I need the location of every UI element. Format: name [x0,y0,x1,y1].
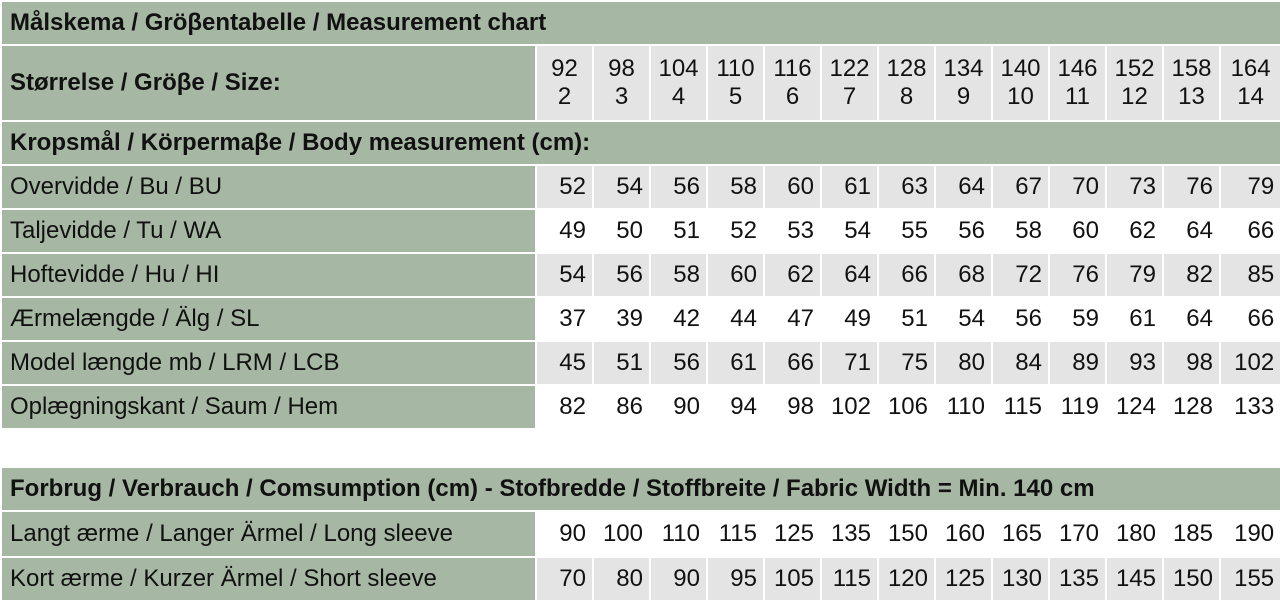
value-cell: 70 [1049,165,1106,209]
value-cell: 115 [821,557,878,601]
value-cell: 45 [536,341,593,385]
value-cell: 51 [650,209,707,253]
consumption-heading: Forbrug / Verbrauch / Comsumption (cm) - Stofbredde / Stoffbreite / Fabric Width = Min. 140 cm [1,467,1280,511]
value-cell: 125 [935,557,992,601]
value-cell: 64 [1163,209,1220,253]
value-cell: 56 [650,341,707,385]
value-cell: 150 [878,511,935,557]
value-cell: 61 [707,341,764,385]
size-cell: 122 7 [821,45,878,121]
table-row [1,557,1280,601]
value-cell: 115 [707,511,764,557]
value-cell: 90 [536,511,593,557]
value-cell: 54 [935,297,992,341]
value-cell: 56 [992,297,1049,341]
value-cell: 89 [1049,341,1106,385]
table-row [1,511,1280,557]
value-cell: 39 [593,297,650,341]
value-cell: 60 [707,253,764,297]
value-cell: 66 [878,253,935,297]
value-cell: 59 [1049,297,1106,341]
value-cell: 79 [1106,253,1163,297]
table-row [1,165,1280,209]
value-cell: 54 [821,209,878,253]
value-cell: 133 [1220,385,1280,429]
value-cell: 79 [1220,165,1280,209]
value-cell: 47 [764,297,821,341]
value-cell: 102 [821,385,878,429]
row-label: Ærmelængde / Älg / SL [1,297,536,341]
row-label: Taljevidde / Tu / WA [1,209,536,253]
row-label: Overvidde / Bu / BU [1,165,536,209]
value-cell: 85 [1220,253,1280,297]
value-cell: 62 [1106,209,1163,253]
value-cell: 58 [707,165,764,209]
value-cell: 64 [935,165,992,209]
value-cell: 86 [593,385,650,429]
table-row [1,341,1280,385]
size-cell: 98 3 [593,45,650,121]
value-cell: 52 [536,165,593,209]
size-cell: 104 4 [650,45,707,121]
value-cell: 54 [593,165,650,209]
value-cell: 51 [878,297,935,341]
value-cell: 82 [536,385,593,429]
size-cell: 134 9 [935,45,992,121]
value-cell: 64 [1163,297,1220,341]
value-cell: 70 [536,557,593,601]
value-cell: 100 [593,511,650,557]
value-cell: 49 [536,209,593,253]
value-cell: 58 [650,253,707,297]
value-cell: 61 [821,165,878,209]
value-cell: 106 [878,385,935,429]
value-cell: 105 [764,557,821,601]
value-cell: 53 [764,209,821,253]
table-row [1,297,1280,341]
value-cell: 68 [935,253,992,297]
row-label: Oplægningskant / Saum / Hem [1,385,536,429]
size-cell: 110 5 [707,45,764,121]
value-cell: 119 [1049,385,1106,429]
table-row [1,253,1280,297]
value-cell: 130 [992,557,1049,601]
value-cell: 80 [593,557,650,601]
value-cell: 94 [707,385,764,429]
size-cell: 128 8 [878,45,935,121]
value-cell: 73 [1106,165,1163,209]
value-cell: 170 [1049,511,1106,557]
value-cell: 52 [707,209,764,253]
value-cell: 145 [1106,557,1163,601]
value-cell: 115 [992,385,1049,429]
value-cell: 110 [650,511,707,557]
row-label: Kort ærme / Kurzer Ärmel / Short sleeve [1,557,536,601]
value-cell: 44 [707,297,764,341]
value-cell: 185 [1163,511,1220,557]
value-cell: 102 [1220,341,1280,385]
value-cell: 51 [593,341,650,385]
value-cell: 120 [878,557,935,601]
value-cell: 72 [992,253,1049,297]
value-cell: 61 [1106,297,1163,341]
value-cell: 71 [821,341,878,385]
table-row [1,209,1280,253]
value-cell: 90 [650,385,707,429]
row-label: Hoftevidde / Hu / HI [1,253,536,297]
body-measurement-heading: Kropsmål / Körpermaβe / Body measurement (cm): [1,121,1280,165]
value-cell: 93 [1106,341,1163,385]
table-row [1,385,1280,429]
value-cell: 95 [707,557,764,601]
value-cell: 190 [1220,511,1280,557]
value-cell: 180 [1106,511,1163,557]
consumption-table [0,466,1280,602]
value-cell: 60 [1049,209,1106,253]
row-label: Langt ærme / Langer Ärmel / Long sleeve [1,511,536,557]
value-cell: 124 [1106,385,1163,429]
value-cell: 84 [992,341,1049,385]
value-cell: 56 [593,253,650,297]
value-cell: 56 [935,209,992,253]
value-cell: 42 [650,297,707,341]
size-cell: 140 10 [992,45,1049,121]
value-cell: 150 [1163,557,1220,601]
value-cell: 76 [1163,165,1220,209]
value-cell: 60 [764,165,821,209]
value-cell: 135 [1049,557,1106,601]
value-cell: 56 [650,165,707,209]
chart-title: Målskema / Gröβentabelle / Measurement chart [1,1,1280,45]
value-cell: 66 [1220,209,1280,253]
value-cell: 160 [935,511,992,557]
size-cell: 152 12 [1106,45,1163,121]
size-cell: 92 2 [536,45,593,121]
size-cell: 146 11 [1049,45,1106,121]
value-cell: 67 [992,165,1049,209]
value-cell: 58 [992,209,1049,253]
value-cell: 110 [935,385,992,429]
value-cell: 128 [1163,385,1220,429]
size-cell: 158 13 [1163,45,1220,121]
value-cell: 37 [536,297,593,341]
value-cell: 49 [821,297,878,341]
value-cell: 98 [764,385,821,429]
value-cell: 155 [1220,557,1280,601]
size-cell: 164 14 [1220,45,1280,121]
value-cell: 62 [764,253,821,297]
value-cell: 125 [764,511,821,557]
value-cell: 64 [821,253,878,297]
value-cell: 98 [1163,341,1220,385]
value-cell: 66 [764,341,821,385]
row-label: Model længde mb / LRM / LCB [1,341,536,385]
value-cell: 54 [536,253,593,297]
value-cell: 75 [878,341,935,385]
value-cell: 76 [1049,253,1106,297]
value-cell: 90 [650,557,707,601]
size-label: Størrelse / Gröβe / Size: [1,45,536,121]
value-cell: 80 [935,341,992,385]
value-cell: 82 [1163,253,1220,297]
value-cell: 66 [1220,297,1280,341]
value-cell: 55 [878,209,935,253]
size-cell: 116 6 [764,45,821,121]
value-cell: 63 [878,165,935,209]
value-cell: 135 [821,511,878,557]
value-cell: 50 [593,209,650,253]
value-cell: 165 [992,511,1049,557]
